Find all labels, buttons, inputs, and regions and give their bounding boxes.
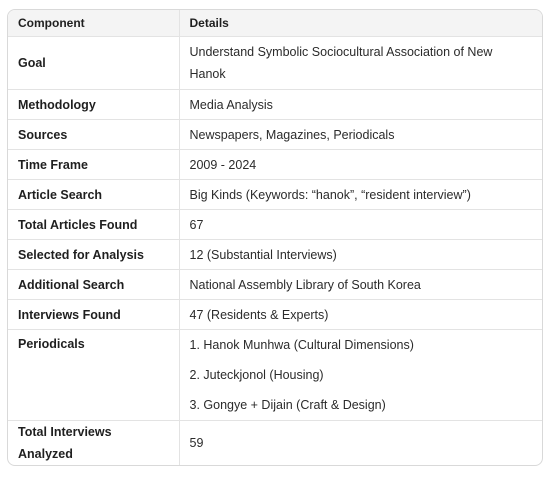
details-table <box>8 10 542 465</box>
table-header-row <box>8 10 542 37</box>
row-details: 59 <box>179 421 542 466</box>
table-row <box>8 90 542 120</box>
row-details: Newspapers, Magazines, Periodicals <box>179 120 542 150</box>
row-component: Article Search <box>8 180 179 210</box>
periodical-item: 3. Gongye + Dijain (Craft & Design) <box>189 398 386 412</box>
row-details: 2009 - 2024 <box>179 150 542 180</box>
table-row <box>8 37 542 90</box>
table-row <box>8 421 542 466</box>
table-row <box>8 210 542 240</box>
row-details: 12 (Substantial Interviews) <box>179 240 542 270</box>
row-component: Time Frame <box>8 150 179 180</box>
row-component: Methodology <box>8 90 179 120</box>
row-component: Periodicals <box>8 330 179 421</box>
row-component: Interviews Found <box>8 300 179 330</box>
header-details: Details <box>179 10 542 37</box>
table-row <box>8 330 542 421</box>
row-details: Big Kinds (Keywords: “hanok”, “resident interview”) <box>179 180 542 210</box>
row-details: Understand Symbolic Sociocultural Association of New Hanok <box>179 37 542 90</box>
row-details <box>179 330 542 421</box>
periodical-item: 1. Hanok Munhwa (Cultural Dimensions) <box>189 338 414 352</box>
row-details: 67 <box>179 210 542 240</box>
table-row <box>8 270 542 300</box>
row-details: Media Analysis <box>179 90 542 120</box>
row-details: 47 (Residents & Experts) <box>179 300 542 330</box>
row-component: Sources <box>8 120 179 150</box>
periodical-item: 2. Juteckjonol (Housing) <box>189 368 324 382</box>
table-row <box>8 180 542 210</box>
row-details: National Assembly Library of South Korea <box>179 270 542 300</box>
row-component: Total Interviews Analyzed <box>18 425 112 461</box>
header-component: Component <box>8 10 179 37</box>
table-row <box>8 150 542 180</box>
details-table-container <box>7 9 543 466</box>
table-row <box>8 120 542 150</box>
row-component: Additional Search <box>8 270 179 300</box>
row-component: Total Articles Found <box>8 210 179 240</box>
table-row <box>8 300 542 330</box>
table-row <box>8 240 542 270</box>
row-component: Goal <box>8 37 179 90</box>
row-component: Selected for Analysis <box>8 240 179 270</box>
